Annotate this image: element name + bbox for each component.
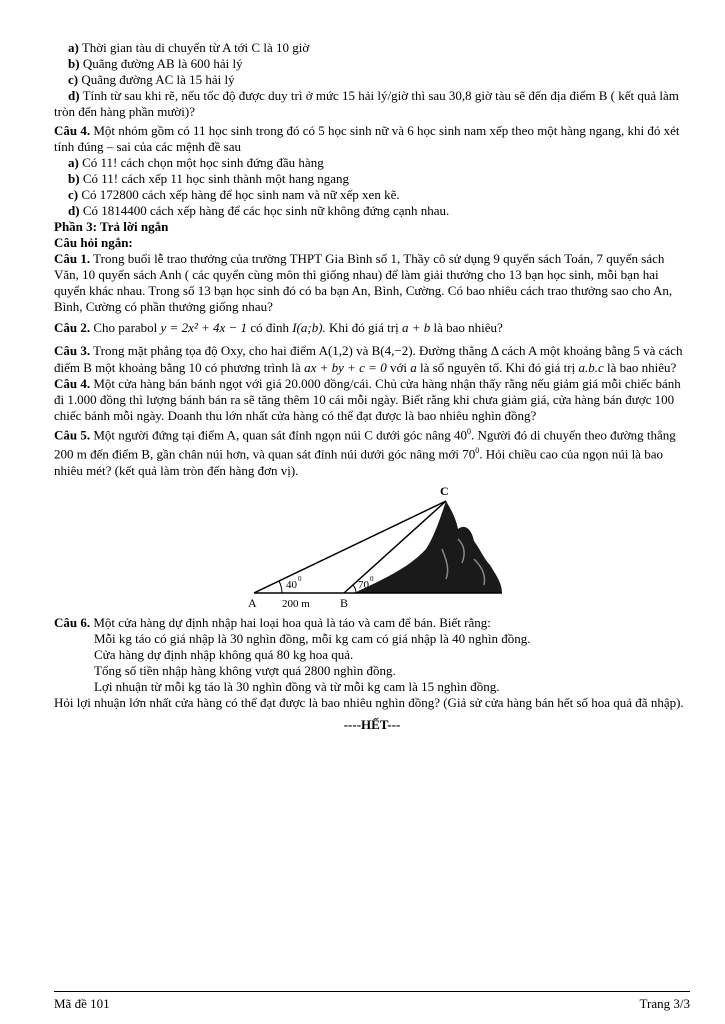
page-footer: [54, 991, 690, 1012]
end-mark: ----HẾT---: [343, 716, 401, 732]
q3-item-d: d) Tính từ sau khi rẽ, nếu tốc độ được duy trì ở mức 15 hải lý/giờ thì sau 30,8 giờ tàu sẽ đến địa điểm B ( kết quả làm tròn đến hàng phần mười)?: [54, 88, 679, 119]
exam-page: [54, 40, 690, 733]
short-question-3: Câu 3. Trong mặt phẳng tọa độ Oxy, cho hai điểm A(1,2) và B(4,−2). Đường thẳng Δ cách A một khoảng bằng 5 và cách điểm B một khoảng bằng 10 có phương trình là ax + by + c = 0 với a là số nguyên tố. Khi đó giá trị a.b.c là bao nhiêu?: [54, 343, 683, 375]
exam-code: Mã đề 101: [54, 996, 110, 1011]
mountain-diagram: [54, 479, 690, 609]
s6-bullet-4: Lợi nhuận từ mỗi kg táo là 30 nghìn đồng và từ mỗi kg cam là 15 nghìn đồng.: [94, 678, 500, 694]
s6-bullet-1: Mỗi kg táo có giá nhập là 30 nghìn đồng, mỗi kg cam có giá nhập là 40 nghìn đồng.: [94, 630, 531, 646]
short-question-5: Câu 5. Một người đứng tại điểm A, quan sát đỉnh ngọn núi C dưới góc nâng $40^0$. Người đó di chuyển theo đường thẳng 200 m đến điểm B, gần chân núi hơn, và quan sát đỉnh núi dưới góc nâng mới $70^0$. Hỏi chiều cao của ngọn núi là bao nhiêu mét? (kết quả làm tròn đến hàng đơn vị).: [54, 427, 676, 478]
label-angle-b: 70: [358, 578, 369, 591]
angle-arc-b: [353, 585, 356, 593]
short-question-2: Câu 2. Cho parabol y = 2x² + 4x − 1 có đỉnh I(a;b). Khi đó giá trị a + b là bao nhiêu?: [54, 320, 503, 335]
short-question-6: Câu 6. Một cửa hàng dự định nhập hai loại hoa quả là táo và cam để bán. Biết rằng:: [54, 614, 491, 630]
q3-item-a: a) Thời gian tàu di chuyển từ A tới C là 10 giờ: [68, 40, 310, 55]
q4-item-d: d) Có 1814400 cách xếp hàng để các học sinh nữ không đứng cạnh nhau.: [68, 203, 450, 218]
q4-item-b: b) Có 11! cách xếp 11 học sinh thành một hang ngang: [68, 171, 350, 186]
mountain-figure: [54, 479, 690, 609]
label-angle-a: 40: [286, 578, 297, 591]
question-4: Câu 4. Một nhóm gồm có 11 học sinh trong đó có 5 học sinh nữ và 6 học sinh nam xếp theo một hàng ngang, khi đó xét tính đúng – sai của các mệnh đề sau: [54, 123, 680, 154]
part-3-title: Phần 3: Trả lời ngắn: [54, 219, 169, 234]
page-number: Trang 3/3: [639, 996, 690, 1011]
short-question-4: Câu 4. Một cửa hàng bán bánh ngọt với giá 20.000 đồng/cái. Chủ cửa hàng nhận thấy rằng nếu giảm giá mỗi chiếc bánh đi 1.000 đồng thì lượng bánh bán ra sẽ tăng thêm 10 cái mỗi ngày. Biết rằng khi chưa giảm giá, cửa hàng bán được 100 chiếc bánh mỗi ngày. Doanh thu lớn nhất cửa hàng có thể đạt được là bao nhiêu nghìn đồng?: [54, 376, 681, 423]
short-questions-heading: Câu hỏi ngắn:: [54, 235, 133, 250]
label-b: B: [340, 595, 349, 609]
label-c: C: [440, 483, 449, 498]
q4-item-c: c) Có 172800 cách xếp hàng để học sinh nam và nữ xếp xen kẽ.: [68, 187, 400, 202]
s6-bullet-3: Tổng số tiền nhập hàng không vượt quá 2800 nghìn đồng.: [94, 662, 396, 678]
label-a: A: [248, 595, 257, 609]
svg-text:0: 0: [298, 574, 302, 583]
mountain-shape: [354, 501, 502, 593]
label-distance: 200 m: [282, 597, 310, 609]
line-equation: ax + by + c = 0: [304, 360, 387, 375]
angle-arc-a: [279, 581, 282, 593]
q4-item-a: a) Có 11! cách chọn một học sinh đứng đầu hàng: [68, 155, 324, 170]
short-question-1: Câu 1. Trong buổi lễ trao thưởng của trường THPT Gia Bình số 1, Thầy cô sử dụng 9 quyển sách Toán, 7 quyển sách Văn, 10 quyển sách Anh ( các quyển cùng môn thì giống nhau) để làm giải thưởng cho 13 bạn học sinh, mỗi bạn hai quyển khác nhau. Trong số 13 bạn học sinh đó có ba bạn An, Bình, Cường. Có bao nhiêu cách trao thưởng sao cho An, Bình, Cường có phần thưởng giống nhau?: [54, 251, 673, 314]
s6-bullet-2: Cửa hàng dự định nhập không quá 80 kg hoa quả.: [94, 646, 354, 662]
q3-item-c: c) Quãng đường AC là 15 hải lý: [68, 72, 235, 87]
parabol-formula: y = 2x² + 4x − 1: [160, 320, 248, 335]
s6-question: Hỏi lợi nhuận lớn nhất cửa hàng có thể đạt được là bao nhiêu nghìn đồng? (Giả sử cửa hàng bán hết số hoa quả đã nhập).: [54, 694, 684, 710]
q3-item-b: b) Quãng đường AB là 600 hải lý: [68, 56, 243, 71]
svg-text:0: 0: [370, 574, 374, 583]
